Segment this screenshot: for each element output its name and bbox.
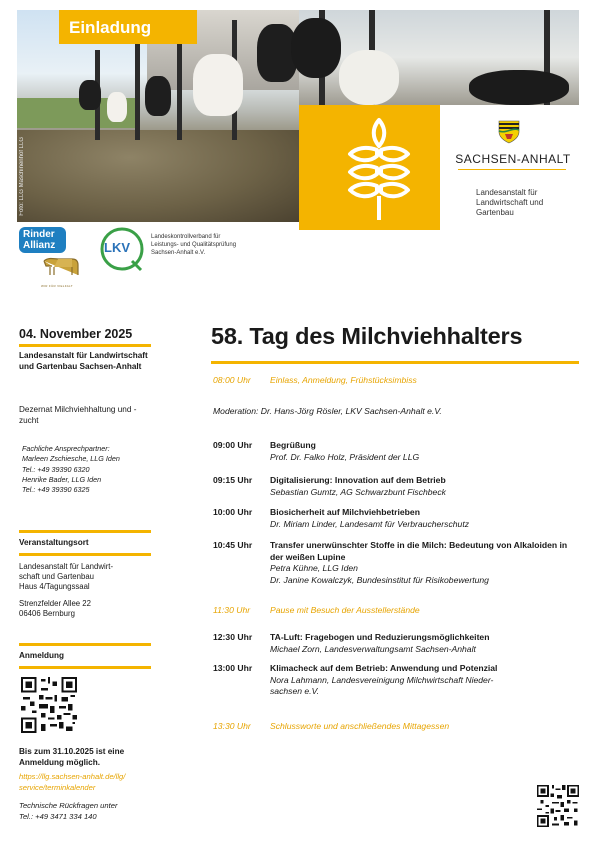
program-time: 10:00 Uhr [213,507,253,517]
link-line[interactable]: https://llg.sachsen-anhalt.de/llg/ [19,772,126,781]
venue-line: 06406 Bernburg [19,608,75,618]
program-speaker: Sebastian Gumtz, AG Schwarzbunt Fischbeck [270,486,446,497]
program-speaker: Prof. Dr. Falko Holz, Präsident der LLG [270,451,420,462]
divider [458,169,566,170]
program-time: 13:30 Uhr [213,721,251,731]
venue-line: Landesanstalt für Landwirt- [19,562,114,571]
feed-rail [135,40,140,140]
venue-title: Veranstaltungsort [19,538,89,547]
tech-line: Tel.: +49 3471 334 140 [19,811,97,821]
registration-deadline: Bis zum 31.10.2025 ist eine Anmeldung möglich. [19,747,125,767]
contact-line: Tel.: +49 39390 6325 [22,485,90,495]
divider [19,344,151,347]
info-qr-code[interactable] [537,785,579,827]
program-title: Klimacheck auf dem Betrieb: Anwendung und Potenzial [270,663,498,673]
program-title: Schlussworte und anschließendes Mittagessen [270,721,450,731]
contact-line: Marleen Zschiesche, LLG Iden [22,454,120,464]
program-speaker: Nora Lahmann, Landesvereinigung Milchwirtschaft Nieder- [270,674,494,685]
contacts-title: Fachliche Ansprechpartner: [22,444,110,453]
program-time: 09:00 Uhr [213,440,253,450]
rinder-allianz-logo: Rinder Allianz [19,227,66,253]
program-time: 12:30 Uhr [213,632,253,642]
invitation-tag: Einladung [59,10,197,44]
venue-address [19,562,159,591]
lkv-logo-text: LKV [104,240,130,255]
program-time: 10:45 Uhr [213,540,253,550]
rinder-allianz-slogan: WIR FÜR VIELFALT [41,284,73,288]
state-name: SACHSEN-ANHALT [455,152,571,166]
program-time: 11:30 Uhr [213,605,251,615]
venue-street [19,599,159,619]
feed-rail [177,30,182,140]
program-time: 09:15 Uhr [213,475,253,485]
cow-icon [42,253,82,281]
cow-body [469,70,569,105]
venue-line: Haus 4/Tagungssaal [19,581,90,591]
cow-head [107,92,127,122]
department: Dezernat Milchviehhaltung und -zucht [19,405,137,425]
divider [19,553,151,556]
coat-of-arms-icon [498,120,520,144]
program-title: Einlass, Anmeldung, Frühstücksimbiss [270,375,417,385]
registration-qr-code[interactable] [21,677,77,733]
divider [19,530,151,533]
cow-head [291,18,341,78]
program-speaker: Dr. Janine Kowalczyk, Bundesinstitut für Risikobewertung [270,574,489,585]
photo-credit: Foto: LLG Maschinenhof LLG [19,137,25,216]
venue-line: Strenzfelder Allee 22 [19,599,91,608]
event-title: 58. Tag des Milchviehhalters [211,323,523,349]
program-speaker: sachsen e.V. [270,686,320,696]
wheat-icon [344,116,414,222]
program-title: Begrüßung [270,440,316,450]
cow-head [79,80,101,110]
registration-link[interactable] [19,772,164,793]
program-title: Digitalisierung: Innovation auf dem Betrieb [270,475,446,485]
divider [19,666,151,669]
program-time: 13:00 Uhr [213,663,253,673]
divider [19,643,151,646]
program-speaker: Dr. Miriam Linder, Landesamt für Verbraucherschutz [270,518,470,529]
program-time: 08:00 Uhr [213,375,251,385]
program-title: Transfer unerwünschter Stoffe in die Milch: Bedeutung von Alkaloiden in der weißen Lupine [270,540,568,562]
registration-title: Anmeldung [19,651,65,660]
program-speaker: Petra Kühne, LLG Iden [270,563,358,573]
program-title: TA-Luft: Fragebogen und Reduzierungsmöglichkeiten [270,632,490,642]
lkv-description: Landeskontrollverband für Leistungs- und Qualitätsprüfung Sachsen-Anhalt e.V. [151,234,237,256]
cow-head [193,54,243,116]
contacts [22,444,157,495]
institute-name: Landesanstalt für Landwirtschaft und Gartenbau [476,188,544,217]
tech-support [19,801,159,822]
hay-feed [17,130,299,222]
event-date: 04. November 2025 [19,327,133,341]
header-photo-right [299,10,579,105]
contact-line: Henrike Bader, LLG Iden [22,474,102,484]
organizer: Landesanstalt für Landwirtschaft und Gartenbau Sachsen-Anhalt [19,351,148,371]
program-title: Pause mit Besuch der Ausstellerstände [270,605,420,615]
cow-head [339,50,399,105]
tech-line: Technische Rückfragen unter [19,801,118,810]
title-divider [211,361,579,364]
link-line[interactable]: service/terminkalender [19,782,96,792]
cow-head [145,76,171,116]
moderation: Moderation: Dr. Hans-Jörg Rösler, LKV Sachsen-Anhalt e.V. [213,406,442,416]
program-title: Biosicherheit auf Milchviehbetrieben [270,507,420,517]
program-speaker: Michael Zorn, Landesverwaltungsamt Sachsen-Anhalt [270,643,476,654]
contact-line: Tel.: +49 39390 6320 [22,464,90,474]
venue-line: schaft und Gartenbau [19,571,94,581]
